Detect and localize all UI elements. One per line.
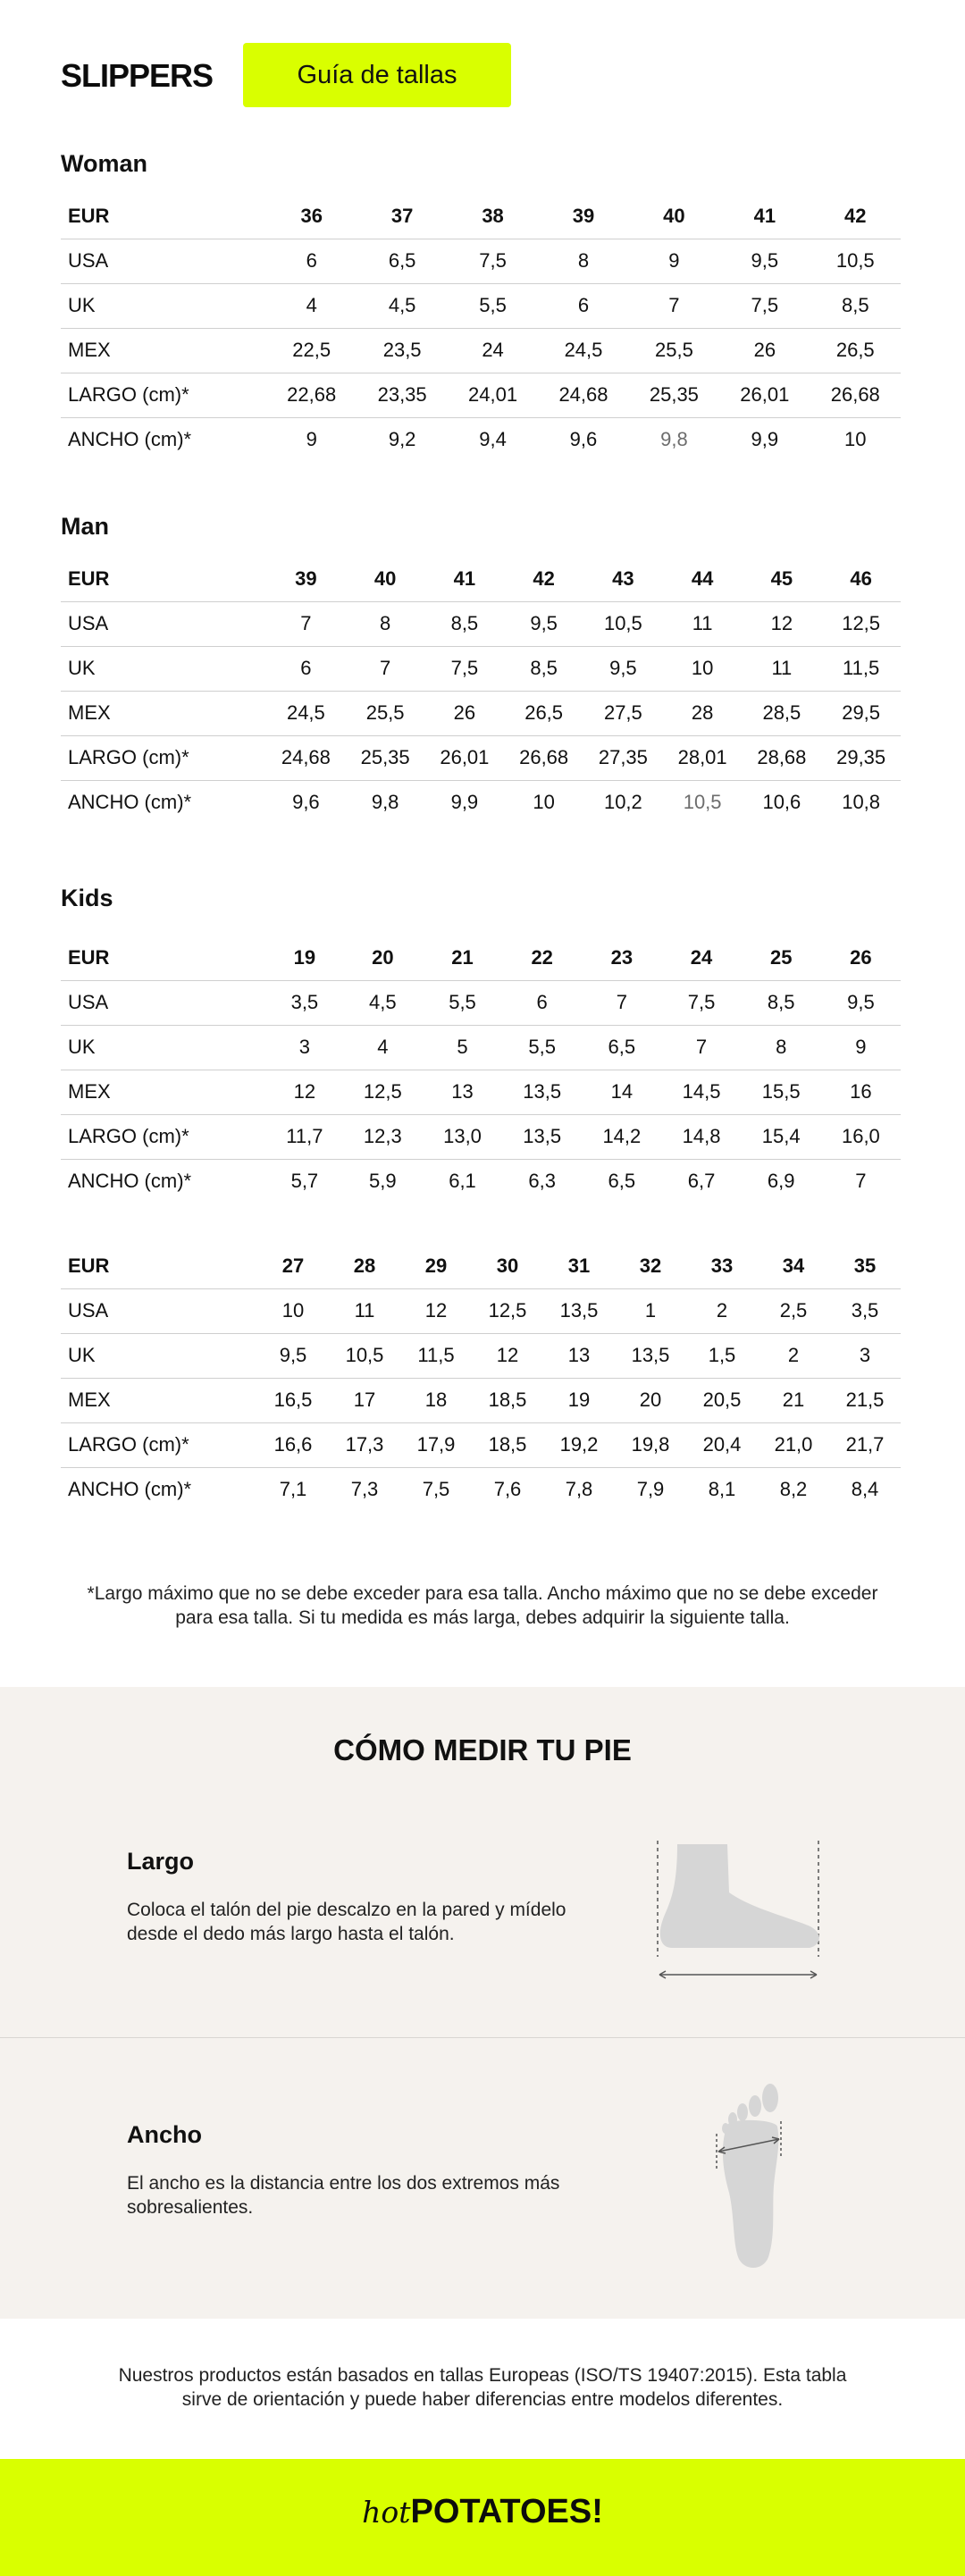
table-cell: 17,9	[400, 1422, 472, 1467]
table-cell: 6,9	[767, 1170, 795, 1193]
table-cell: 27,5	[583, 691, 663, 735]
table-cell: 9,5	[719, 239, 810, 283]
table-cell: 1,5	[686, 1333, 758, 1378]
table-cell: 9,5	[821, 980, 901, 1025]
table-cell: 1	[615, 1288, 686, 1333]
table-cell: 12	[266, 1070, 343, 1114]
table-cell: 14,5	[661, 1070, 741, 1114]
table-row	[61, 283, 901, 328]
section-title-man: Man	[61, 513, 109, 540]
table-cell: 5,5	[448, 283, 538, 328]
header-size: 32	[615, 1244, 686, 1288]
how-to-measure-title: CÓMO MEDIR TU PIE	[333, 1733, 632, 1766]
table-cell: 24,5	[538, 328, 628, 373]
table-cell: 6,5	[608, 1170, 636, 1193]
table-cell: 28,5	[743, 691, 822, 735]
disclaimer-text: Nuestros productos están basados en tallas Europeas (ISO/TS 19407:2015). Esta tabla sirve de orientación y puede haber diferencias entre modelos diferentes.	[118, 2365, 847, 2410]
table-cell: 2	[686, 1288, 758, 1333]
table-row	[61, 328, 901, 373]
table-cell: 6,1	[449, 1170, 476, 1193]
table-cell: 3,5	[266, 980, 343, 1025]
table-cell: 13,5	[615, 1333, 686, 1378]
table-cell: 6	[266, 239, 357, 283]
row-label: MEX	[61, 691, 266, 735]
table-cell: 20	[615, 1378, 686, 1422]
table-cell: 11,5	[821, 646, 901, 691]
table-cell: 12	[400, 1288, 472, 1333]
table-cell: 4	[266, 283, 357, 328]
table-cell: 9	[821, 1025, 901, 1070]
header-size: 21	[423, 936, 502, 980]
table-cell: 3	[829, 1333, 901, 1378]
table-cell: 18,5	[472, 1378, 543, 1422]
header-size: 41	[719, 194, 810, 239]
table-row	[61, 1159, 901, 1204]
table-row	[61, 1422, 901, 1467]
brand-title: SLIPPERS	[61, 57, 214, 94]
header-size: 19	[266, 936, 343, 980]
table-cell: 14,8	[661, 1114, 741, 1159]
table-cell: 18	[400, 1378, 472, 1422]
table-cell: 7,9	[636, 1478, 665, 1501]
table-cell: 8,5	[742, 980, 821, 1025]
row-label: USA	[61, 239, 266, 283]
table-cell: 19	[543, 1378, 615, 1422]
table-row	[61, 646, 901, 691]
table-cell: 16	[821, 1070, 901, 1114]
table-cell: 5,9	[369, 1170, 397, 1193]
table-cell: 15,4	[742, 1114, 821, 1159]
table-cell: 7	[855, 1170, 867, 1193]
table-row	[61, 1114, 901, 1159]
table-cell: 29,35	[821, 735, 901, 780]
table-cell: 5,5	[423, 980, 502, 1025]
table-cell: 28	[663, 691, 743, 735]
table-cell: 16,5	[257, 1378, 329, 1422]
table-cell: 4,5	[357, 283, 447, 328]
table-cell: 6	[502, 980, 582, 1025]
man-size-table	[61, 557, 901, 825]
table-cell: 21,7	[829, 1422, 901, 1467]
row-label: ANCHO (cm)*	[68, 428, 192, 451]
table-cell: 9	[306, 428, 317, 451]
section-title-kids: Kids	[61, 885, 113, 911]
table-cell: 23,5	[357, 328, 447, 373]
section-title-woman: Woman	[61, 150, 148, 177]
ancho-text: El ancho es la distancia entre los dos extremos más sobresalientes.	[127, 2173, 560, 2218]
table-row	[61, 735, 901, 780]
table-cell: 7,6	[493, 1478, 522, 1501]
table-cell: 10,5	[810, 239, 901, 283]
table-cell: 25,5	[629, 328, 719, 373]
logo-main: POTATOES!	[410, 2493, 603, 2530]
table-cell: 11,7	[266, 1114, 343, 1159]
table-cell: 7,5	[448, 239, 538, 283]
table-cell: 9,8	[660, 428, 688, 451]
table-cell: 26,5	[504, 691, 583, 735]
header-label: EUR	[61, 936, 266, 980]
table-cell: 26	[719, 328, 810, 373]
table-cell: 9,2	[388, 428, 416, 451]
table-cell: 13,5	[502, 1070, 582, 1114]
table-cell: 10,8	[842, 791, 881, 814]
table-cell: 7	[346, 646, 425, 691]
table-cell: 7,8	[565, 1478, 593, 1501]
table-cell: 13,5	[502, 1114, 582, 1159]
table-cell: 16,0	[821, 1114, 901, 1159]
kids-size-table-2	[61, 1244, 901, 1512]
logo-prefix: hot	[362, 2495, 411, 2530]
table-cell: 6	[538, 283, 628, 328]
table-cell: 26,5	[810, 328, 901, 373]
table-row	[61, 980, 901, 1025]
header-size: 45	[743, 557, 822, 601]
table-cell: 24,5	[266, 691, 346, 735]
header-size: 42	[810, 194, 901, 239]
table-cell: 5,7	[290, 1170, 319, 1193]
table-cell: 10,2	[603, 791, 642, 814]
table-row	[61, 1333, 901, 1378]
row-label: ANCHO (cm)*	[68, 1170, 192, 1193]
table-cell: 24,68	[266, 735, 346, 780]
row-label: ANCHO (cm)*	[68, 791, 192, 814]
ancho-title: Ancho	[127, 2121, 202, 2148]
table-cell: 13,0	[423, 1114, 502, 1159]
table-cell: 8	[346, 601, 425, 646]
table-cell: 13	[543, 1333, 615, 1378]
table-cell: 2,5	[758, 1288, 829, 1333]
table-cell: 10	[257, 1288, 329, 1333]
table-cell: 29,5	[821, 691, 901, 735]
row-label: UK	[61, 1333, 257, 1378]
table-cell: 6,5	[357, 239, 447, 283]
table-cell: 24,68	[538, 373, 628, 417]
table-cell: 25,35	[346, 735, 425, 780]
table-header-row	[61, 1244, 901, 1288]
table-cell: 9,5	[583, 646, 663, 691]
section-divider	[0, 2037, 965, 2038]
table-cell: 9,8	[371, 791, 399, 814]
table-cell: 5,5	[502, 1025, 582, 1070]
row-label: MEX	[61, 1378, 257, 1422]
header-size: 42	[504, 557, 583, 601]
table-cell: 17	[329, 1378, 400, 1422]
table-cell: 20,4	[686, 1422, 758, 1467]
header-size: 39	[266, 557, 346, 601]
woman-size-table	[61, 194, 901, 462]
table-cell: 9,4	[479, 428, 507, 451]
table-cell: 6	[266, 646, 346, 691]
table-cell: 8	[538, 239, 628, 283]
table-row	[61, 601, 901, 646]
table-cell: 15,5	[742, 1070, 821, 1114]
header-size: 20	[343, 936, 423, 980]
table-cell: 11	[663, 601, 743, 646]
table-cell: 22,5	[266, 328, 357, 373]
header-size: 38	[448, 194, 538, 239]
table-cell: 8,5	[810, 283, 901, 328]
table-cell: 26,01	[719, 373, 810, 417]
header-size: 40	[346, 557, 425, 601]
table-cell: 28,01	[663, 735, 743, 780]
table-cell: 7,1	[279, 1478, 307, 1501]
table-cell: 22,68	[266, 373, 357, 417]
table-cell: 18,5	[472, 1422, 543, 1467]
table-cell: 8,1	[708, 1478, 736, 1501]
table-cell: 7	[629, 283, 719, 328]
row-label: LARGO (cm)*	[61, 373, 266, 417]
table-cell: 7,5	[719, 283, 810, 328]
table-cell: 8,5	[504, 646, 583, 691]
table-cell: 12	[743, 601, 822, 646]
header-label: EUR	[61, 557, 266, 601]
header-size: 27	[257, 1244, 329, 1288]
table-cell: 10,5	[583, 601, 663, 646]
table-cell: 5	[423, 1025, 502, 1070]
table-header-row	[61, 936, 901, 980]
table-cell: 25,5	[346, 691, 425, 735]
table-cell: 8,5	[425, 601, 505, 646]
header-size: 41	[425, 557, 505, 601]
table-row	[61, 417, 901, 462]
table-cell: 11,5	[400, 1333, 472, 1378]
largo-title: Largo	[127, 1848, 195, 1875]
how-to-measure-section	[0, 1687, 965, 2319]
row-label: USA	[61, 980, 266, 1025]
table-cell: 11	[743, 646, 822, 691]
header-size: 24	[661, 936, 741, 980]
header-size: 37	[357, 194, 447, 239]
table-cell: 19,8	[615, 1422, 686, 1467]
row-label: LARGO (cm)*	[61, 1422, 257, 1467]
footnote: *Largo máximo que no se debe exceder para esa talla. Ancho máximo que no se debe exceder para esa talla. Si tu medida es más larga, debes adquirir la siguiente talla.	[87, 1583, 878, 1628]
header-size: 43	[583, 557, 663, 601]
header-size: 33	[686, 1244, 758, 1288]
footer	[0, 2459, 965, 2576]
table-cell: 9,6	[292, 791, 320, 814]
table-cell: 28,68	[743, 735, 822, 780]
table-cell: 25,35	[629, 373, 719, 417]
table-cell: 10	[844, 428, 867, 451]
table-cell: 12	[472, 1333, 543, 1378]
row-label: MEX	[61, 328, 266, 373]
row-label: MEX	[61, 1070, 266, 1114]
table-cell: 27,35	[583, 735, 663, 780]
foot-top-icon	[701, 2082, 790, 2270]
table-cell: 26	[425, 691, 505, 735]
table-cell: 9,9	[751, 428, 779, 451]
table-cell: 8,2	[779, 1478, 808, 1501]
row-label: UK	[61, 1025, 266, 1070]
table-row	[61, 1378, 901, 1422]
table-cell: 7	[582, 980, 661, 1025]
table-cell: 7	[661, 1025, 741, 1070]
header-size: 23	[582, 936, 661, 980]
table-cell: 2	[758, 1333, 829, 1378]
header-size: 35	[829, 1244, 901, 1288]
table-cell: 9,6	[569, 428, 598, 451]
row-label: UK	[61, 646, 266, 691]
table-cell: 26,68	[504, 735, 583, 780]
table-cell: 3,5	[829, 1288, 901, 1333]
table-row	[61, 373, 901, 417]
foot-side-icon	[649, 1841, 827, 1984]
table-cell: 12,5	[472, 1288, 543, 1333]
header-size: 44	[663, 557, 743, 601]
header-size: 25	[742, 936, 821, 980]
table-cell: 24	[448, 328, 538, 373]
table-header-row	[61, 194, 901, 239]
table-row	[61, 1288, 901, 1333]
table-cell: 16,6	[257, 1422, 329, 1467]
row-label: LARGO (cm)*	[61, 735, 266, 780]
row-label: LARGO (cm)*	[61, 1114, 266, 1159]
header-size: 29	[400, 1244, 472, 1288]
table-row	[61, 1467, 901, 1512]
table-cell: 4,5	[343, 980, 423, 1025]
header-label: EUR	[61, 194, 266, 239]
kids-size-table-1	[61, 936, 901, 1204]
table-cell: 9,9	[450, 791, 479, 814]
header-size: 28	[329, 1244, 400, 1288]
table-cell: 4	[343, 1025, 423, 1070]
table-cell: 26,01	[425, 735, 505, 780]
table-cell: 10	[663, 646, 743, 691]
table-cell: 3	[266, 1025, 343, 1070]
table-cell: 12,3	[343, 1114, 423, 1159]
row-label: UK	[61, 283, 266, 328]
header-size: 36	[266, 194, 357, 239]
header-size: 30	[472, 1244, 543, 1288]
table-cell: 6,7	[687, 1170, 716, 1193]
table-cell: 19,2	[543, 1422, 615, 1467]
table-cell: 11	[329, 1288, 400, 1333]
table-cell: 13,5	[543, 1288, 615, 1333]
table-cell: 8,4	[851, 1478, 879, 1501]
table-cell: 23,35	[357, 373, 447, 417]
table-cell: 9,5	[257, 1333, 329, 1378]
hot-potatoes-logo[interactable]	[0, 2493, 965, 2531]
table-cell: 9	[629, 239, 719, 283]
table-cell: 8	[742, 1025, 821, 1070]
header-size: 46	[821, 557, 901, 601]
table-cell: 6,5	[582, 1025, 661, 1070]
table-cell: 21,5	[829, 1378, 901, 1422]
table-cell: 13	[423, 1070, 502, 1114]
row-label: ANCHO (cm)*	[68, 1478, 192, 1501]
header-size: 31	[543, 1244, 615, 1288]
row-label: USA	[61, 1288, 257, 1333]
table-cell: 7,5	[661, 980, 741, 1025]
table-cell: 12,5	[343, 1070, 423, 1114]
table-row	[61, 780, 901, 825]
table-cell: 7,5	[425, 646, 505, 691]
row-label: USA	[61, 601, 266, 646]
table-row	[61, 239, 901, 283]
table-cell: 10,6	[762, 791, 801, 814]
table-row	[61, 1070, 901, 1114]
header-size: 34	[758, 1244, 829, 1288]
header-size: 22	[502, 936, 582, 980]
header-size: 39	[538, 194, 628, 239]
table-cell: 14	[582, 1070, 661, 1114]
header-size: 26	[821, 936, 901, 980]
table-cell: 10,5	[683, 791, 722, 814]
header	[61, 43, 904, 107]
table-row	[61, 1025, 901, 1070]
table-cell: 6,3	[528, 1170, 556, 1193]
table-cell: 24,01	[448, 373, 538, 417]
table-cell: 21	[758, 1378, 829, 1422]
table-cell: 20,5	[686, 1378, 758, 1422]
table-cell: 10	[533, 791, 555, 814]
table-cell: 7,5	[422, 1478, 450, 1501]
table-header-row	[61, 557, 901, 601]
table-cell: 10,5	[329, 1333, 400, 1378]
table-cell: 17,3	[329, 1422, 400, 1467]
table-cell: 12,5	[821, 601, 901, 646]
table-cell: 7,3	[350, 1478, 379, 1501]
size-guide-button[interactable]: Guía de tallas	[243, 43, 511, 107]
table-cell: 14,2	[582, 1114, 661, 1159]
table-cell: 21,0	[758, 1422, 829, 1467]
table-cell: 26,68	[810, 373, 901, 417]
table-cell: 9,5	[504, 601, 583, 646]
table-cell: 7	[266, 601, 346, 646]
header-size: 40	[629, 194, 719, 239]
largo-text: Coloca el talón del pie descalzo en la pared y mídelo desde el dedo más largo hasta el talón.	[127, 1900, 566, 1944]
table-row	[61, 691, 901, 735]
header-label: EUR	[61, 1244, 257, 1288]
